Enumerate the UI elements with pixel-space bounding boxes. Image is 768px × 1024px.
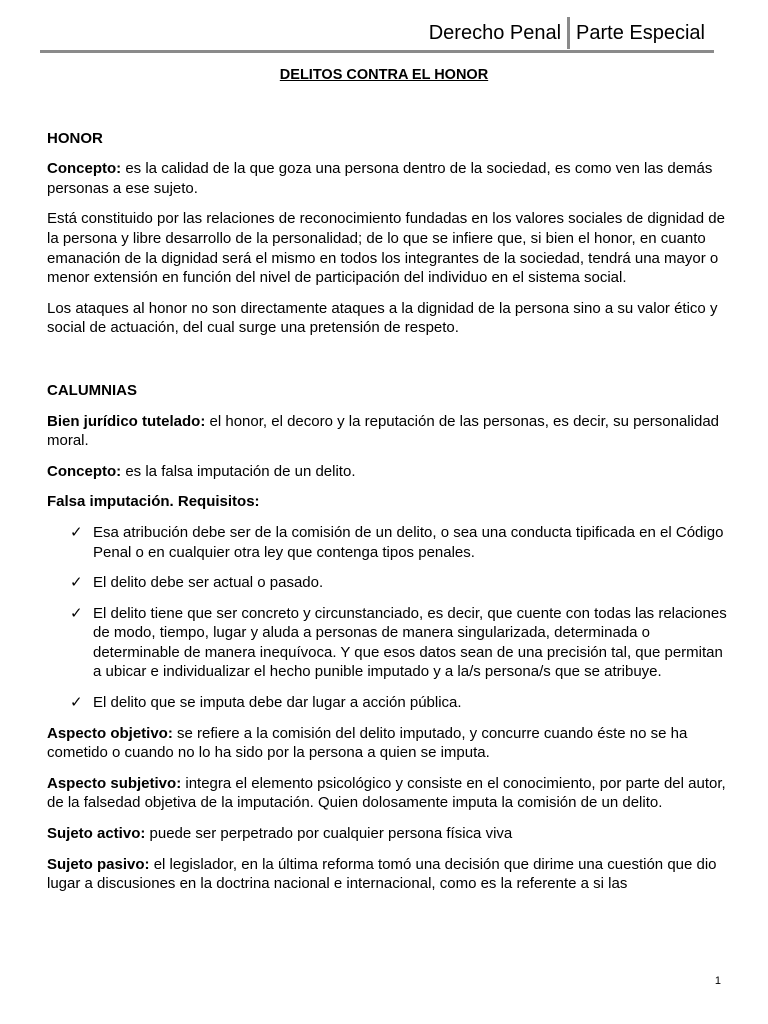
honor-concepto-label: Concepto: — [47, 160, 122, 178]
sujeto-activo-label: Sujeto activo: — [47, 825, 146, 843]
list-item-text: El delito debe ser actual o pasado. — [93, 574, 324, 592]
list-item — [47, 693, 727, 713]
checkmark-icon: ✓ — [70, 694, 83, 712]
sujeto-pasivo-label: Sujeto pasivo: — [47, 855, 150, 873]
list-item — [47, 604, 727, 682]
list-item-text: Esa atribución debe ser de la comisión de un delito, o sea una conducta tipificada en el Código Penal o en cualquier otra ley que contenga tipos penales. — [93, 523, 724, 561]
aspecto-objetivo-paragraph — [47, 724, 727, 763]
sujeto-activo-paragraph — [47, 824, 727, 844]
list-item-text: El delito que se imputa debe dar lugar a acción pública. — [93, 694, 462, 712]
section-heading-calumnias: CALUMNIAS — [47, 381, 137, 399]
honor-concepto-text: es la calidad de la que goza una persona dentro de la sociedad, es como ven las demás personas a ese sujeto. — [47, 160, 713, 197]
document-body — [47, 66, 727, 894]
list-item — [47, 523, 727, 562]
list-item-text: El delito tiene que ser concreto y circunstanciado, es decir, que cuente con todas las relaciones de modo, tiempo, lugar y aluda a personas de manera singularizada, determinada o determinable de manera inequívoca. Y que esos datos sean de una precisión tal, que permitan a ubicar e individualizar el hecho punible imputado y a la/s persona/s que se atribuye. — [93, 604, 727, 681]
sujeto-pasivo-text: el legislador, en la última reforma tomó una decisión que dirime una cuestión que dio lugar a discusiones en la doctrina nacional e internacional, como es la referente a si las — [47, 855, 717, 893]
aspecto-objetivo-text: se refiere a la comisión del delito imputado, y concurre cuando éste no se ha cometido o cuando no lo ha sido por la persona a quien se imputa. — [47, 724, 688, 762]
header-title-group — [429, 19, 705, 49]
aspecto-objetivo-label: Aspecto objetivo: — [47, 724, 173, 742]
header-course-title: Derecho Penal — [428, 22, 562, 44]
page-number: 1 — [714, 975, 721, 987]
honor-concepto-paragraph — [47, 159, 727, 198]
aspecto-subjetivo-label: Aspecto subjetivo: — [47, 774, 182, 792]
calumnias-requisitos-heading: Falsa imputación. Requisitos: — [47, 493, 260, 511]
checkmark-icon: ✓ — [70, 574, 83, 592]
honor-paragraph-2: Está constituido por las relaciones de reconocimiento fundadas en los valores sociales de dignidad de la persona y libre desarrollo de la personalidad; de lo que se infiere que, si bien el honor, en cuanto emanación de la dignidad será el mismo en todos los integrantes de la sociedad, tendrá una mayor o menor extensión en función del nivel de participación del individuo en el sistema social. — [47, 210, 725, 287]
calumnias-bien-paragraph — [47, 412, 727, 451]
calumnias-concepto-text: es la falsa imputación de un delito. — [121, 462, 356, 480]
calumnias-concepto-label: Concepto: — [47, 462, 122, 480]
sujeto-pasivo-paragraph — [47, 855, 727, 894]
checkmark-icon: ✓ — [70, 523, 83, 541]
section-heading-honor: HONOR — [47, 129, 103, 147]
list-item — [47, 573, 727, 593]
calumnias-bien-text: el honor, el decoro y la reputación de las personas, es decir, su personalidad moral. — [47, 412, 719, 450]
sujeto-activo-text: puede ser perpetrado por cualquier persona física viva — [145, 825, 513, 843]
calumnias-concepto-paragraph — [47, 462, 727, 482]
header-section-title: Parte Especial — [576, 22, 705, 44]
requisitos-list — [47, 523, 727, 713]
checkmark-icon: ✓ — [70, 604, 83, 622]
page-header — [40, 16, 714, 53]
calumnias-bien-label: Bien jurídico tutelado: — [47, 412, 206, 430]
aspecto-subjetivo-paragraph — [47, 774, 727, 813]
document-title: DELITOS CONTRA EL HONOR — [279, 67, 489, 83]
aspecto-subjetivo-text: integra el elemento psicológico y consiste en el conocimiento, por parte del autor, de la falsedad objetiva de la imputación. Quien dolosamente imputa la comisión de un delito. — [47, 774, 726, 812]
honor-paragraph-3: Los ataques al honor no son directamente ataques a la dignidad de la persona sino a su valor ético y social de actuación, del cual surge una pretensión de respeto. — [47, 299, 718, 337]
